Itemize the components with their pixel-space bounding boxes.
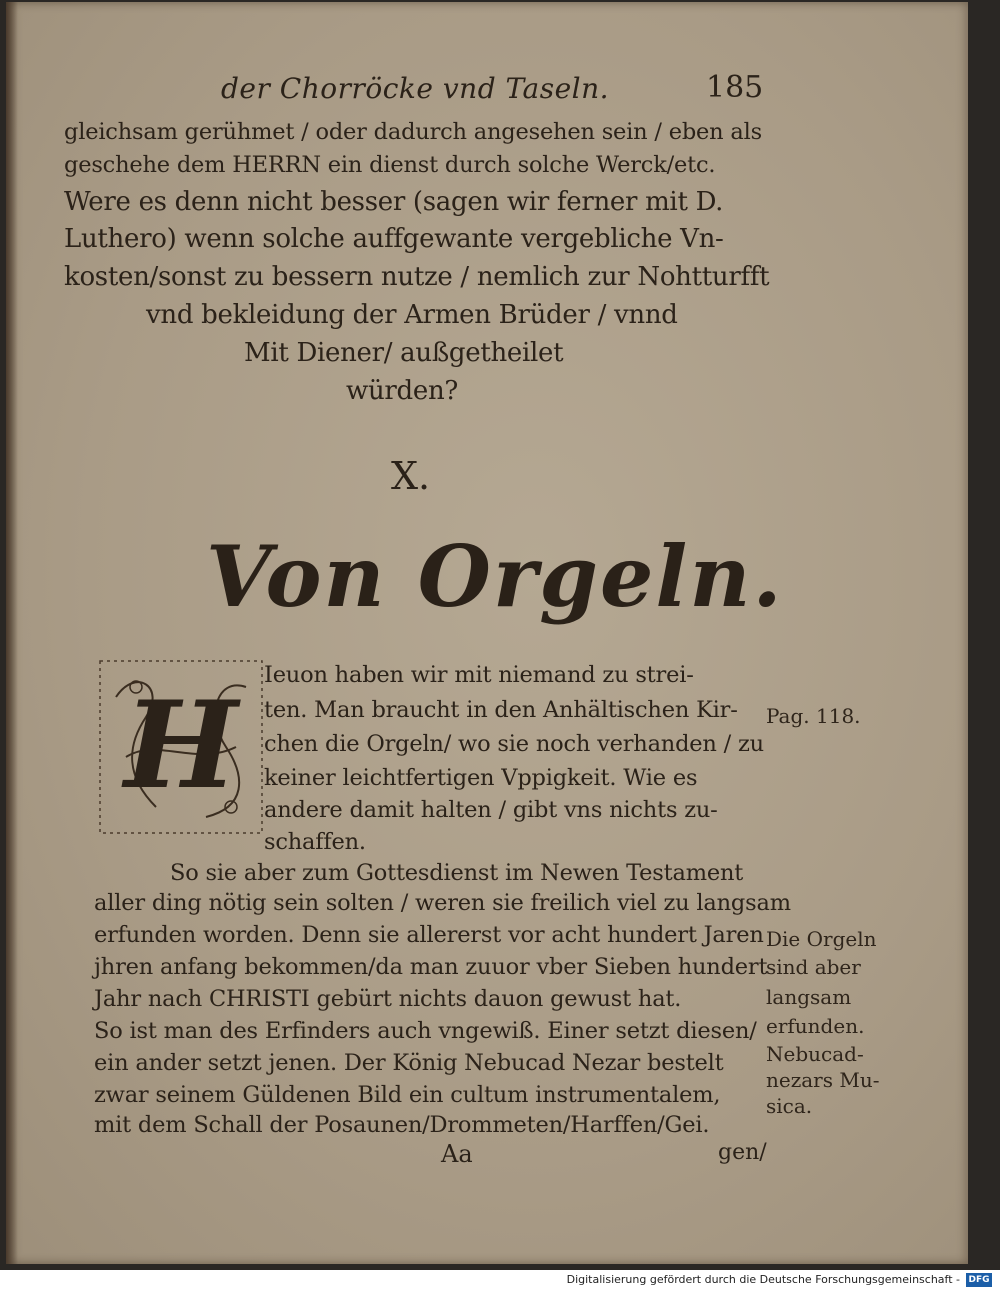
initial-letter-glyph: H	[124, 675, 238, 816]
text-line: würden?	[346, 376, 459, 406]
text-line: ein ander setzt jenen. Der König Nebucad Nezar bestelt	[94, 1050, 724, 1076]
text-line: Jahr nach CHRISTI gebürt nichts dauon gewust hat.	[94, 986, 682, 1012]
margin-note: sind aber	[766, 955, 861, 979]
decorated-initial	[96, 657, 266, 837]
footer-bar	[0, 1270, 1000, 1291]
text-line: So sie aber zum Gottesdienst im Newen Testament	[170, 860, 744, 886]
margin-note: Nebucad-	[766, 1042, 864, 1066]
text-line: schaffen.	[264, 829, 366, 855]
margin-note: sica.	[766, 1094, 813, 1118]
text-line: kosten/sonst zu bessern nutze / nemlich zur Nohtturfft	[64, 262, 770, 292]
margin-note: Pag. 118.	[766, 704, 861, 728]
margin-note: erfunden.	[766, 1014, 865, 1038]
text-line: erfunden worden. Denn sie allererst vor acht hundert Jaren	[94, 922, 764, 948]
text-line: keiner leichtfertigen Vppigkeit. Wie es	[264, 765, 698, 791]
text-line: geschehe dem HERRN ein dienst durch solche Werck/etc.	[64, 152, 716, 178]
text-line: zwar seinem Güldenen Bild ein cultum instrumentalem,	[94, 1082, 721, 1108]
text-line: gleichsam gerühmet / oder dadurch angesehen sein / eben als	[64, 119, 762, 145]
text-line: andere damit halten / gibt vns nichts zu-	[264, 797, 718, 823]
page-number: 185	[706, 70, 764, 105]
text-line: ten. Man braucht in den Anhältischen Kir-	[264, 697, 738, 723]
text-line: Mit Diener/ außgetheilet	[244, 338, 564, 368]
text-line: jhren anfang bekommen/da man zuuor vber Sieben hundert	[94, 954, 768, 980]
chapter-title: Von Orgeln.	[206, 527, 784, 626]
funding-credit: Digitalisierung gefördert durch die Deutsche Forschungsgemeinschaft -	[566, 1273, 960, 1286]
catchword: gen/	[718, 1140, 767, 1165]
chapter-numeral: X.	[391, 454, 431, 498]
text-line: Ieuon haben wir mit niemand zu strei-	[264, 662, 694, 688]
text-line: vnd bekleidung der Armen Brüder / vnnd	[146, 300, 678, 330]
margin-note: Die Orgeln	[766, 927, 877, 951]
margin-note: langsam	[766, 985, 852, 1009]
text-line: chen die Orgeln/ wo sie noch verhanden / zu	[264, 731, 764, 757]
initial-ornament-icon	[96, 657, 266, 837]
text-line: So ist man des Erfinders auch vngewiß. Einer setzt diesen/	[94, 1018, 757, 1044]
book-page	[6, 2, 968, 1264]
text-line: mit dem Schall der Posaunen/Drommeten/Harffen/Gei.	[94, 1112, 710, 1138]
margin-note: nezars Mu-	[766, 1068, 880, 1092]
signature-mark: Aa	[441, 1140, 473, 1168]
text-line: aller ding nötig sein solten / weren sie freilich viel zu langsam	[94, 890, 791, 916]
running-head: der Chorröcke vnd Taseln.	[221, 72, 610, 105]
page-fold-shadow	[6, 2, 18, 1264]
text-line: Were es denn nicht besser (sagen wir ferner mit D.	[64, 187, 724, 217]
dfg-logo-icon: DFG	[966, 1273, 992, 1287]
text-line: Luthero) wenn solche auffgewante vergebliche Vn-	[64, 224, 724, 254]
